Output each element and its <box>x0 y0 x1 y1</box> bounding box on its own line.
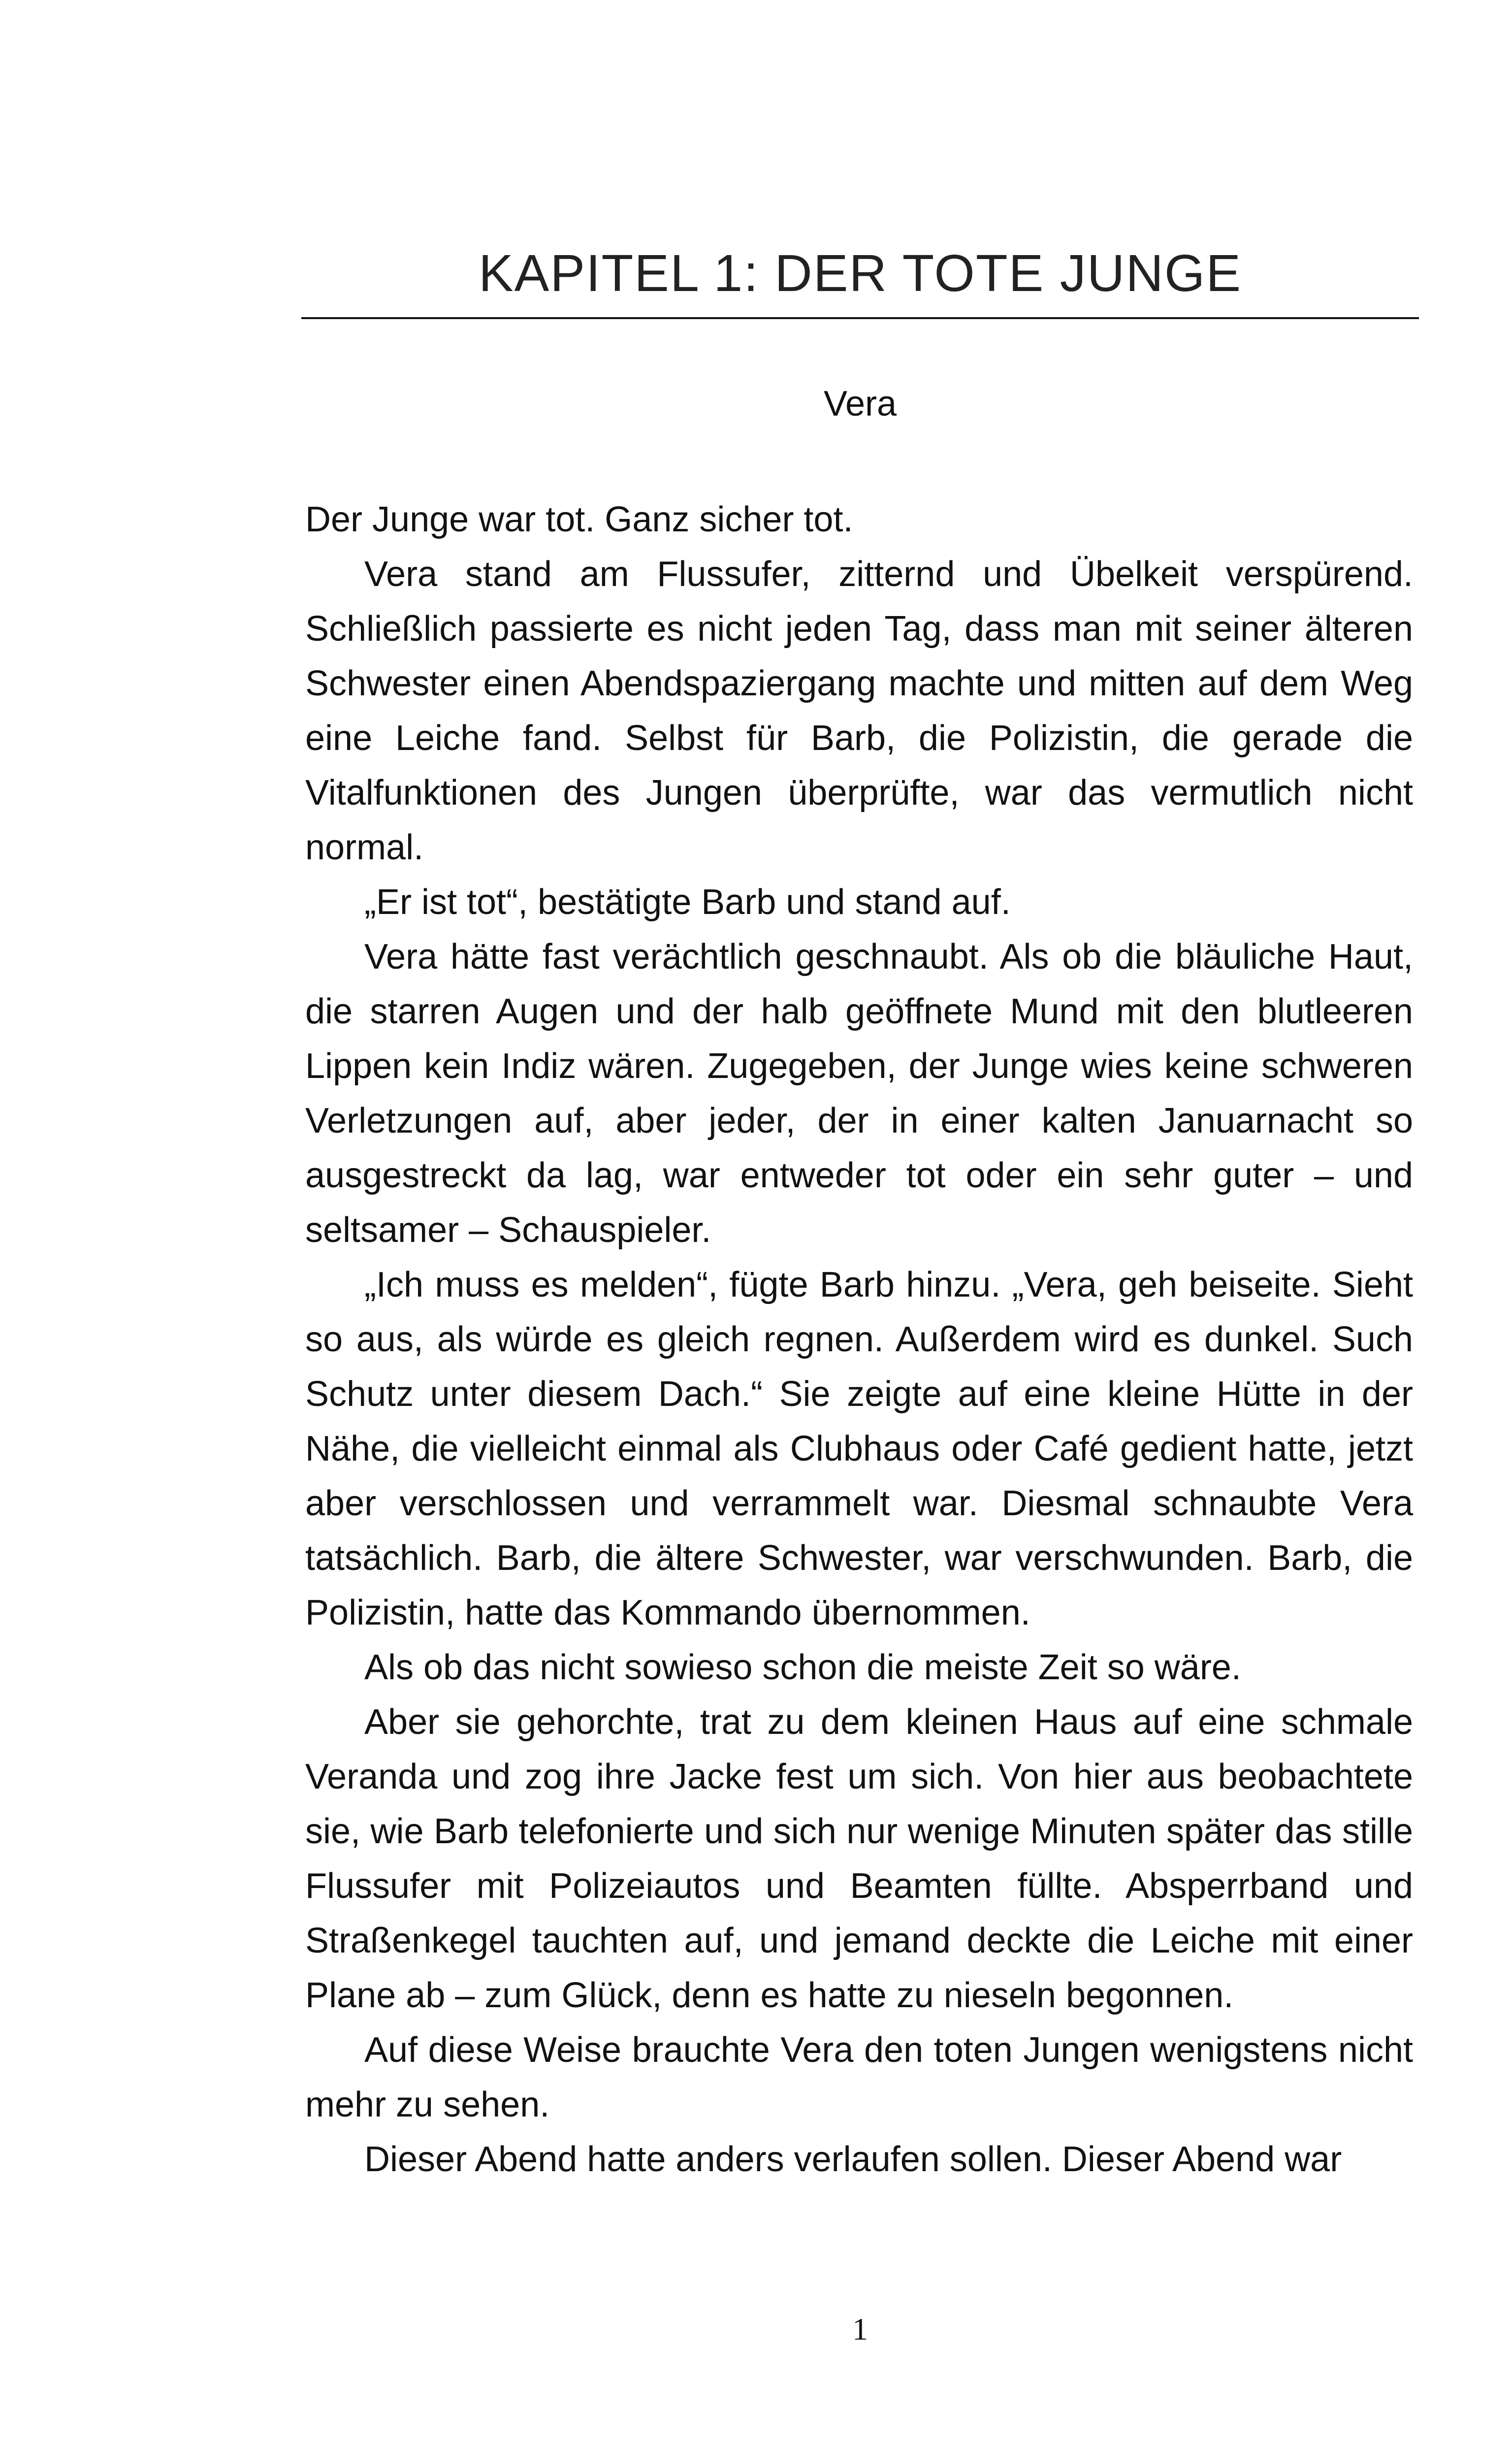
body-text <box>305 492 1413 2187</box>
paragraph: Der Junge war tot. Ganz sicher tot. <box>305 500 853 539</box>
page-number: 1 <box>852 2312 868 2346</box>
paragraph: „Ich muss es melden“, fügte Barb hinzu. „Vera, geh beiseite. Sieht so aus, als würde es gleich regnen. Außerdem wird es dunkel. Such Schutz unter diesem Dach.“ Sie zeigte auf eine kleine Hütte in der Nähe, die vielleicht einmal als Clubhaus oder Café gedient hatte, jetzt aber verschlossen und verrammelt war. Diesmal schnaubte Vera tatsächlich. Barb, die ältere Schwester, war verschwunden. Barb, die Polizistin, hatte das Kommando übernommen. <box>305 1265 1413 1632</box>
section-name: Vera <box>823 384 897 423</box>
paragraph: Dieser Abend hatte anders verlaufen sollen. Dieser Abend war <box>364 2140 1342 2179</box>
paragraph: Auf diese Weise brauchte Vera den toten Jungen wenigstens nicht mehr zu sehen. <box>305 2030 1413 2124</box>
title-rule <box>301 317 1419 319</box>
paragraph: Vera hätte fast verächtlich geschnaubt. Als ob die bläuliche Haut, die starren Augen und der halb geöffnete Mund mit den blutleeren Lippen kein Indiz wären. Zugegeben, der Junge wies keine schweren Verletzungen auf, aber jeder, der in einer kalten Januarnacht so ausgestreckt da lag, war entweder tot oder ein sehr guter – und seltsamer – Schauspieler. <box>305 937 1413 1250</box>
chapter-title: KAPITEL 1: DER TOTE JUNGE <box>478 244 1242 302</box>
paragraph: Als ob das nicht sowieso schon die meiste Zeit so wäre. <box>364 1648 1241 1687</box>
paragraph: Aber sie gehorchte, trat zu dem kleinen Haus auf eine schmale Veranda und zog ihre Jacke fest um sich. Von hier aus beobachtete sie, wie Barb telefonierte und sich nur wenige Minuten später das stille Flussufer mit Polizeiautos und Beamten füllte. Absperrband und Straßenkegel tauchten auf, und jemand deckte die Leiche mit einer Plane ab – zum Glück, denn es hatte zu nieseln begonnen. <box>305 1702 1413 2015</box>
paragraph: Vera stand am Flussufer, zitternd und Übelkeit verspürend. Schließlich passierte es nicht jeden Tag, dass man mit seiner älteren Schwester einen Abendspaziergang machte und mitten auf dem Weg eine Leiche fand. Selbst für Barb, die Polizistin, die gerade die Vitalfunktionen des Jungen überprüfte, war das vermutlich nicht normal. <box>305 554 1413 867</box>
paragraph: „Er ist tot“, bestätigte Barb und stand auf. <box>364 882 1011 922</box>
